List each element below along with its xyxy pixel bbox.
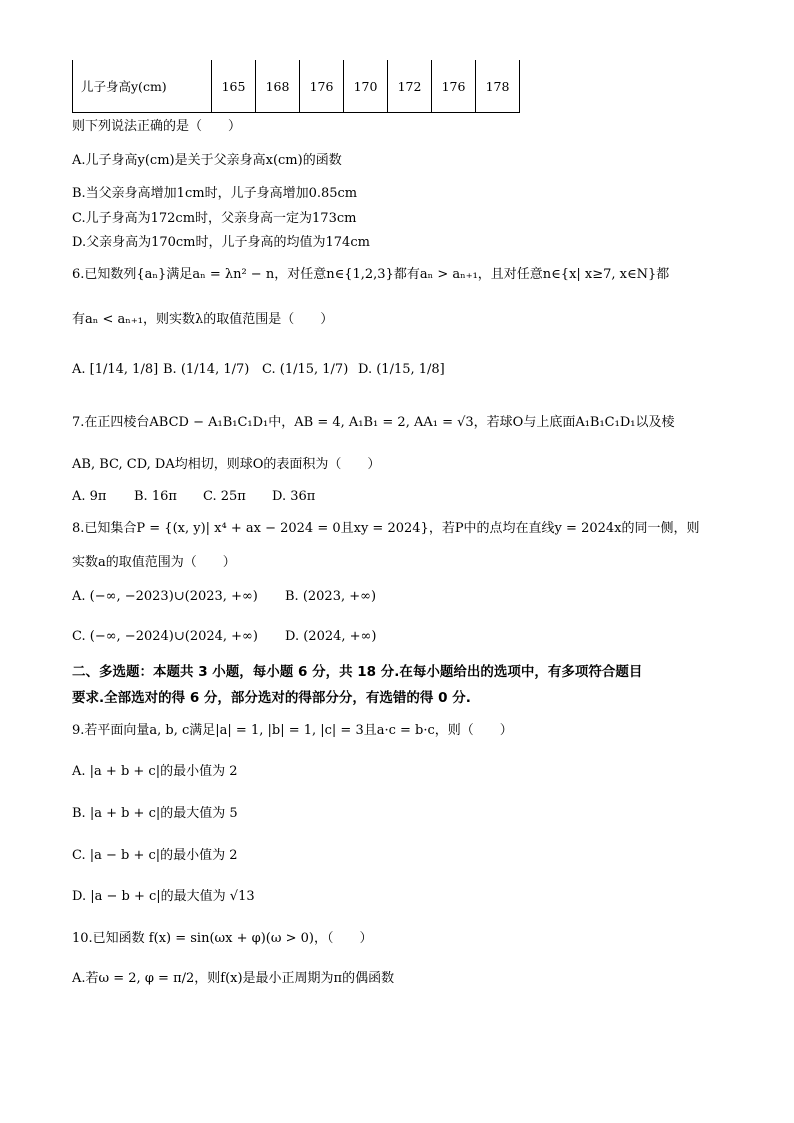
q6-stem-line2: 有aₙ < aₙ₊₁，则实数λ的取值范围是（ ） <box>72 312 334 327</box>
q8-option-c: C. (−∞, −2024)∪(2024, +∞) <box>72 629 258 644</box>
q7-option-a: A. 9π <box>72 489 107 504</box>
q7-stem-line2: AB, BC, CD, DA均相切，则球O的表面积为（ ） <box>72 457 381 472</box>
q5-option-d: D.父亲身高为170cm时，儿子身高的均值为174cm <box>72 235 370 250</box>
q6-option-b: B. (1/14, 1/7) <box>163 362 250 377</box>
q7-stem-line1: 7.在正四棱台ABCD − A₁B₁C₁D₁中，AB = 4, A₁B₁ = 2, AA₁ = √3，若球O与上底面A₁B₁C₁D₁以及棱 <box>72 415 675 430</box>
table-cell: 176 <box>300 60 344 113</box>
q5-option-c: C.儿子身高为172cm时，父亲身高一定为173cm <box>72 211 357 226</box>
q7-option-c: C. 25π <box>203 489 246 504</box>
q5-option-a: A.儿子身高y(cm)是关于父亲身高x(cm)的函数 <box>72 153 342 168</box>
q9-option-c: C. |a − b + c|的最小值为 2 <box>72 848 238 863</box>
q10-option-a: A.若ω = 2, φ = π/2，则f(x)是最小正周期为π的偶函数 <box>72 971 395 986</box>
height-table <box>72 60 520 113</box>
q8-option-b: B. (2023, +∞) <box>285 589 377 604</box>
q7-option-b: B. 16π <box>134 489 177 504</box>
q8-stem-line2: 实数a的取值范围为（ ） <box>72 555 236 570</box>
q6-option-a: A. [1/14, 1/8] <box>72 362 159 377</box>
table-cell: 168 <box>256 60 300 113</box>
table-cell: 170 <box>344 60 388 113</box>
section-heading-line2: 要求.全部选对的得 6 分，部分选对的得部分分，有选错的得 0 分. <box>72 690 471 706</box>
q9-option-b: B. |a + b + c|的最大值为 5 <box>72 806 238 821</box>
q6-stem-line1: 6.已知数列{aₙ}满足aₙ = λn² − n，对任意n∈{1,2,3}都有aₙ > aₙ₊₁，且对任意n∈{x| x≥7, x∈N}都 <box>72 267 670 282</box>
table-cell: 172 <box>388 60 432 113</box>
q8-option-a: A. (−∞, −2023)∪(2023, +∞) <box>72 589 258 604</box>
q10-stem: 10.已知函数 f(x) = sin(ωx + φ)(ω > 0)，（ ） <box>72 931 373 946</box>
table-cell: 178 <box>476 60 520 113</box>
table-cell: 176 <box>432 60 476 113</box>
table-header-cell: 儿子身高y(cm) <box>73 60 212 113</box>
q6-option-c: C. (1/15, 1/7) <box>262 362 349 377</box>
q5-stem: 则下列说法正确的是（ ） <box>72 119 242 134</box>
section-heading-line1: 二、多选题：本题共 3 小题，每小题 6 分，共 18 分.在每小题给出的选项中，有多项符合题目 <box>72 664 643 680</box>
q8-stem-line1: 8.已知集合P = {(x, y)| x⁴ + ax − 2024 = 0且xy = 2024}，若P中的点均在直线y = 2024x的同一侧，则 <box>72 521 700 536</box>
q9-option-d: D. |a − b + c|的最大值为 √13 <box>72 889 255 904</box>
table-cell: 165 <box>212 60 256 113</box>
q7-option-d: D. 36π <box>272 489 316 504</box>
q9-stem: 9.若平面向量a, b, c满足|a| = 1, |b| = 1, |c| = 3且a·c = b·c，则（ ） <box>72 723 513 738</box>
q9-option-a: A. |a + b + c|的最小值为 2 <box>72 764 238 779</box>
q5-option-b: B.当父亲身高增加1cm时，儿子身高增加0.85cm <box>72 186 358 201</box>
q6-option-d: D. (1/15, 1/8] <box>358 362 445 377</box>
q8-option-d: D. (2024, +∞) <box>285 629 377 644</box>
table-row <box>73 60 520 113</box>
